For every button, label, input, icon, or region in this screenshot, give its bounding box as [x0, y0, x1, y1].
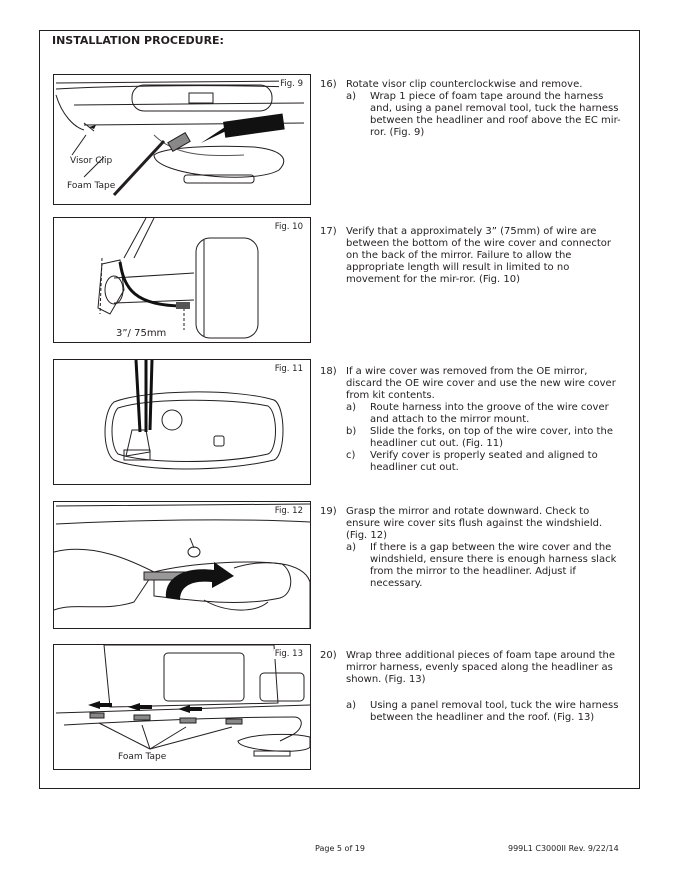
- fig13-illustration: [54, 645, 311, 770]
- fig12-label: Fig. 12: [274, 506, 303, 516]
- fig11-label: Fig. 11: [274, 364, 303, 374]
- callout-foam-tape: Foam Tape: [67, 181, 116, 191]
- fig9-label: Fig. 9: [280, 79, 303, 89]
- figure-13: [53, 644, 311, 770]
- callout-3in-75mm: 3”/ 75mm: [116, 328, 167, 339]
- page-number: Page 5 of 19: [315, 844, 365, 853]
- section-heading: INSTALLATION PROCEDURE:: [52, 34, 224, 47]
- figure-12: [53, 501, 311, 629]
- fig11-illustration: [54, 360, 311, 485]
- doc-revision: 999L1 C3000II Rev. 9/22/14: [508, 844, 619, 853]
- fig10-label: Fig. 10: [274, 222, 303, 232]
- step-20: 20) Wrap three additional pieces of foam tape around the mirror harness, evenly spaced along the headliner as shown. (Fig. 13) a) Using a panel removal tool, tuck the wire harness between the headliner and the roof. (Fig. 13): [320, 650, 619, 723]
- step-16: 16) Rotate visor clip counterclockwise and remove. a) Wrap 1 piece of foam tape around the harness and, using a panel removal tool, tuck the harness between the headliner and roof above the EC mir-ror. (Fig. 9): [320, 79, 621, 138]
- callout-visor-clip: Visor Clip: [70, 156, 113, 166]
- fig12-illustration: [54, 502, 311, 629]
- fig13-label: Fig. 13: [274, 649, 303, 659]
- callout-foam-tape-2: Foam Tape: [118, 752, 167, 762]
- step-19: 19) Grasp the mirror and rotate downward. Check to ensure wire cover sits flush against the windshield. (Fig. 12) a) If there is a gap between the wire cover and the windshield, ensure there is enough harness slack from the mirror to the headliner. Adjust if necessary.: [320, 506, 617, 589]
- figure-10: [53, 217, 311, 343]
- step-18: 18) If a wire cover was removed from the OE mirror, discard the OE wire cover and use the new wire cover from kit contents. a) Route harness into the groove of the wire cover and attach to the mirror mount. b) Slide the forks, on top of the wire cover, into the headliner cut out. (Fig. 11) c) Verify cover is properly seated and aligned to headliner cut out.: [320, 366, 616, 473]
- step-17: 17) Verify that a approximately 3” (75mm) of wire are between the bottom of the wire cover and connector on the back of the mirror. Failure to allow the appropriate length will result in limited to no movement for the mir-ror. (Fig. 10): [320, 226, 612, 285]
- fig10-illustration: [54, 218, 311, 343]
- figure-9: [53, 74, 311, 205]
- figure-11: [53, 359, 311, 485]
